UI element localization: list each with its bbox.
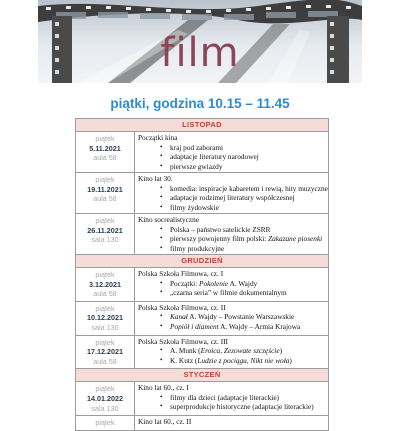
event-date: 19.11.2021 bbox=[87, 184, 123, 194]
event-date: 17.12.2021 bbox=[87, 347, 123, 357]
event-row bbox=[76, 268, 328, 302]
topic-list bbox=[138, 143, 328, 172]
description-cell bbox=[135, 302, 328, 335]
item-text: filmy dla dzieci (adaptacje literackie) bbox=[170, 392, 279, 402]
event-date: 10.12.2021 bbox=[87, 313, 123, 323]
item-text: pierwsze gwiazdy bbox=[170, 161, 223, 171]
event-date: 26.11.2021 bbox=[87, 225, 123, 235]
lecture-topic: Polska Szkoła Filmowa, cz. III bbox=[138, 336, 228, 346]
event-row bbox=[76, 336, 328, 370]
event-row bbox=[76, 173, 328, 214]
lecture-topic: Kino lat 60., cz. II bbox=[138, 417, 192, 427]
schedule-table bbox=[75, 118, 329, 431]
topic-item bbox=[138, 203, 328, 213]
item-text: Polska – państwo satelickie ZSRR bbox=[170, 224, 271, 234]
item-text: pierwszy powojenny film polski: bbox=[170, 234, 269, 243]
topic-list bbox=[138, 279, 328, 298]
lecture-topic: Kino lat 60., cz. I bbox=[138, 383, 189, 393]
topic-item bbox=[138, 402, 328, 412]
item-text: Eroica, Zezowate szczęście bbox=[200, 346, 280, 356]
item-text: filmy produkcyjne bbox=[170, 243, 225, 253]
item-text: filmy żydowskie bbox=[170, 202, 219, 212]
event-row bbox=[76, 302, 328, 336]
topic-item bbox=[138, 234, 328, 244]
date-cell bbox=[76, 214, 135, 254]
topic-list bbox=[138, 225, 328, 254]
topic-item bbox=[138, 393, 328, 403]
date-cell bbox=[76, 132, 135, 172]
description-cell bbox=[135, 382, 328, 415]
item-text: ) bbox=[289, 355, 292, 365]
description-cell bbox=[135, 416, 328, 430]
topic-list bbox=[138, 184, 328, 213]
item-text: adaptacje rodzimej literatury współczesnej bbox=[170, 193, 295, 202]
item-text: „czarna seria” w filmie dokumentalnym bbox=[170, 288, 287, 297]
banner-title: film bbox=[160, 30, 240, 76]
event-date: 14.01.2022 bbox=[87, 393, 123, 403]
film-banner bbox=[38, 0, 362, 83]
item-text: A. Wajdy – Armia Krajowa bbox=[218, 321, 301, 331]
room-label: aula 58 bbox=[93, 194, 117, 204]
weekday-label: piątek bbox=[95, 216, 115, 225]
room-label: aula 58 bbox=[93, 356, 117, 366]
event-row bbox=[76, 416, 328, 431]
lecture-topic: Kino lat 30. bbox=[138, 174, 173, 183]
weekday-label: piątek bbox=[95, 270, 115, 279]
date-cell bbox=[76, 382, 135, 415]
topic-item bbox=[138, 225, 328, 235]
topic-item bbox=[138, 312, 328, 322]
item-text: Pokolenie bbox=[198, 278, 229, 288]
item-text: kraj pod zaborami bbox=[170, 142, 224, 152]
topic-item bbox=[138, 162, 328, 172]
room-label: aula 58 bbox=[93, 289, 117, 299]
topic-item bbox=[138, 346, 328, 356]
lecture-topic: Polska Szkoła Filmowa, cz. II bbox=[138, 302, 226, 312]
topic-list bbox=[138, 393, 328, 412]
topic-list bbox=[138, 346, 328, 365]
room-label: sala 130 bbox=[91, 322, 119, 332]
weekday-label: piątek bbox=[95, 384, 115, 394]
item-text: superprodukcje historyczne (adaptacje literackie) bbox=[170, 402, 314, 412]
month-header: GRUDZIEŃ bbox=[76, 255, 328, 268]
item-text: adaptacje literatury narodowej bbox=[170, 152, 259, 161]
lecture-topic: Kino socrealistyczne bbox=[138, 215, 199, 224]
topic-item bbox=[138, 152, 328, 162]
lecture-topic: Polska Szkoła Filmowa, cz. I bbox=[138, 269, 224, 278]
month-header: LISTOPAD bbox=[76, 119, 328, 132]
item-text: K. Kutz ( bbox=[170, 355, 198, 365]
description-cell bbox=[135, 336, 328, 369]
description-cell bbox=[135, 268, 328, 301]
item-text: A. Wajdy bbox=[228, 278, 258, 288]
room-label: sala 130 bbox=[91, 235, 119, 245]
topic-item bbox=[138, 356, 328, 366]
schedule-heading: piątki, godzina 10.15 – 11.45 bbox=[110, 96, 290, 111]
room-label: aula 58 bbox=[93, 153, 117, 163]
topic-item bbox=[138, 322, 328, 332]
item-text: Ludzie z pociągu, Nikt nie woła bbox=[197, 355, 290, 365]
item-text: Zakazane piosenki bbox=[268, 234, 323, 243]
month-header: STYCZEŃ bbox=[76, 369, 328, 382]
topic-item bbox=[138, 288, 328, 298]
topic-item bbox=[138, 279, 328, 289]
item-text: Kanał bbox=[170, 312, 188, 322]
description-cell bbox=[135, 132, 328, 172]
topic-list bbox=[138, 312, 328, 331]
topic-item bbox=[138, 193, 328, 203]
event-row bbox=[76, 132, 328, 173]
date-cell bbox=[76, 416, 135, 430]
lecture-topic: Początki kina bbox=[138, 133, 178, 142]
item-text: komedia: inspiracje kabaretem i rewią, hity muzyczne bbox=[170, 183, 328, 193]
weekday-label: piątek bbox=[95, 337, 115, 347]
description-cell bbox=[135, 173, 328, 213]
weekday-label: piątek bbox=[95, 134, 115, 143]
event-row bbox=[76, 214, 328, 255]
item-text: Początki: bbox=[170, 278, 199, 288]
topic-item bbox=[138, 143, 328, 153]
item-text: Popiół i diament bbox=[170, 321, 219, 331]
item-text: A. Wajdy – Powstanie Warszawskie bbox=[187, 312, 295, 322]
item-text: A. Munk ( bbox=[170, 346, 201, 356]
date-cell bbox=[76, 336, 135, 369]
event-row bbox=[76, 382, 328, 416]
date-cell bbox=[76, 302, 135, 335]
event-date: 3.12.2021 bbox=[89, 279, 121, 289]
topic-item bbox=[138, 184, 328, 194]
weekday-label: piątek bbox=[95, 418, 115, 428]
date-cell bbox=[76, 173, 135, 213]
description-cell bbox=[135, 214, 328, 254]
date-cell bbox=[76, 268, 135, 301]
topic-item bbox=[138, 244, 328, 254]
room-label: sala 130 bbox=[91, 403, 119, 413]
weekday-label: piątek bbox=[95, 303, 115, 313]
event-date: 5.11.2021 bbox=[89, 143, 121, 153]
item-text: ) bbox=[279, 346, 283, 356]
weekday-label: piątek bbox=[95, 175, 115, 184]
